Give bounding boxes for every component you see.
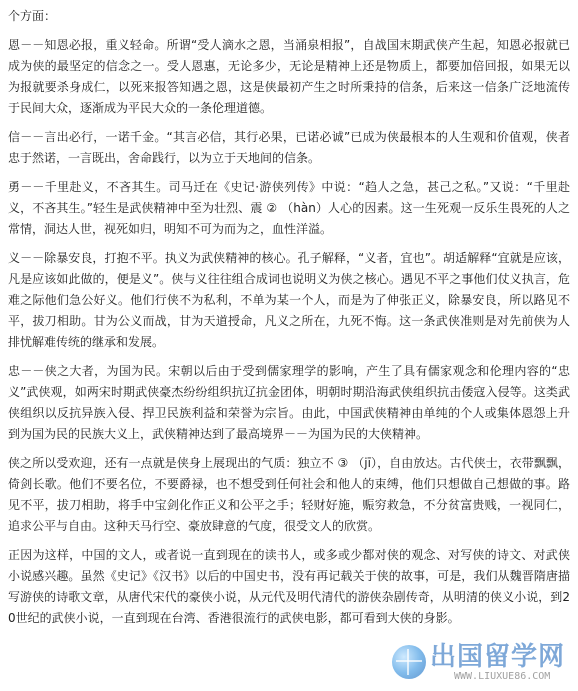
paragraph-gap xyxy=(8,445,570,453)
paragraph-en: 恩－－知恩必报，重义轻命。所谓“受人滴水之恩，当涌泉相报”，自战国末期武侠产生起，知恩必报就已成为侠的最坚定的信念之一。受人恩惠，无论多少，无论是精神上还是物质上，都要加倍回报，如果无以为报就要杀身成仁，以死来报答知遇之恩，这是侠最初产生之时所秉持的信条，后来这一信条广泛地流传于民间大众，逐渐成为平民大众的一条伦理道德。 xyxy=(8,38,570,115)
paragraph-gap xyxy=(8,119,570,127)
paragraph-qizhi: 侠之所以受欢迎，还有一点就是侠身上展现出的气质：独立不 ③ （jī），自由放达。古代侠士，衣带飘飘，倚剑长歌。他们不要名位，不要爵禄，也不想受到任何社会和他人的束缚，他们只想做自己想做的事。路见不平，拔刀相助，将手中宝剑化作正义和公平之手；轻财好施，赈穷救急，不分贫富贵贱，一视同仁，追求公平与自由。这种天马行空、豪放肆意的气度，很受文人的欣赏。 xyxy=(8,456,570,533)
paragraph-gap xyxy=(8,537,570,545)
paragraph-zhong: 忠－－侠之大者，为国为民。宋朝以后由于受到儒家理学的影响，产生了具有儒家观念和伦理内容的“忠义”武侠观，如两宋时期武侠豪杰纷纷组织抗辽抗金团体，明朝时期沿海武侠组织抗击倭寇入侵等。这类武侠组织以反抗异族入侵、捍卫民族利益和荣誉为宗旨。由此，中国武侠精神由单纯的个人或集体恩怨上升到为国为民的民族大义上，武侠精神达到了最高境界－－为国为民的大侠精神。 xyxy=(8,364,570,441)
paragraph-gap xyxy=(8,353,570,361)
paragraph-yong: 勇－－千里赴义，不吝其生。司马迁在《史记·游侠列传》中说：“趋人之急，甚己之私。”又说：“千里赴义，不吝其生。”轻生是武侠精神中至为壮烈、震 ② （hàn）人心的因素。这一生死观一反乐生畏死的人之常情，洞达人世，视死如归，明知不可为而为之，血性洋溢。 xyxy=(8,180,570,236)
intro-text: 个方面： xyxy=(8,9,57,23)
watermark-url: WWW.LIUXUE86.COM xyxy=(454,671,551,682)
paragraph-gap xyxy=(8,169,570,177)
paragraph-gap xyxy=(8,240,570,248)
paragraph-yi: 义－－除暴安良，打抱不平。执义为武侠精神的核心。孔子解释，“义者，宜也”。胡适解释“宜就是应该，凡是应该如此做的，便是义”。侠与义往往组合成词也说明义为侠之核心。遇见不平之事他们仗义执言，危难之际他们急公好义。他们行侠不为私利，不单为某一个人，而是为了伸张正义，除暴安良，所以路见不平，拔刀相助。甘为公义而战，甘为天道授命，凡义之所在，九死不悔。这一条武侠准则是对先前侠为人排忧解难传统的继承和发展。 xyxy=(8,251,570,349)
watermark-text: 出国留学网 xyxy=(430,642,566,672)
site-watermark xyxy=(392,643,572,683)
article-body xyxy=(8,6,570,629)
globe-icon xyxy=(392,645,426,679)
paragraph-xin: 信－－言出必行，一诺千金。“其言必信，其行必果，已诺必诚”已成为侠最根本的人生观和价值观，侠者忠于然诺，一言既出，舍命践行，以为立于天地间的信条。 xyxy=(8,130,570,165)
paragraph-wenren: 正因为这样，中国的文人，或者说一直到现在的读书人，或多或少都对侠的观念、对写侠的诗文、对武侠小说感兴趣。虽然《史记》《汉书》以后的中国史书，没有再记载关于侠的故事，可是，我们从魏晋隋唐描写游侠的诗歌文章，从唐代宋代的豪侠小说，从元代及明代清代的游侠杂剧传奇，从明清的侠义小说，到20世纪的武侠小说，一直到现在台湾、香港很流行的武侠电影，都可看到大侠的身影。 xyxy=(8,548,570,625)
